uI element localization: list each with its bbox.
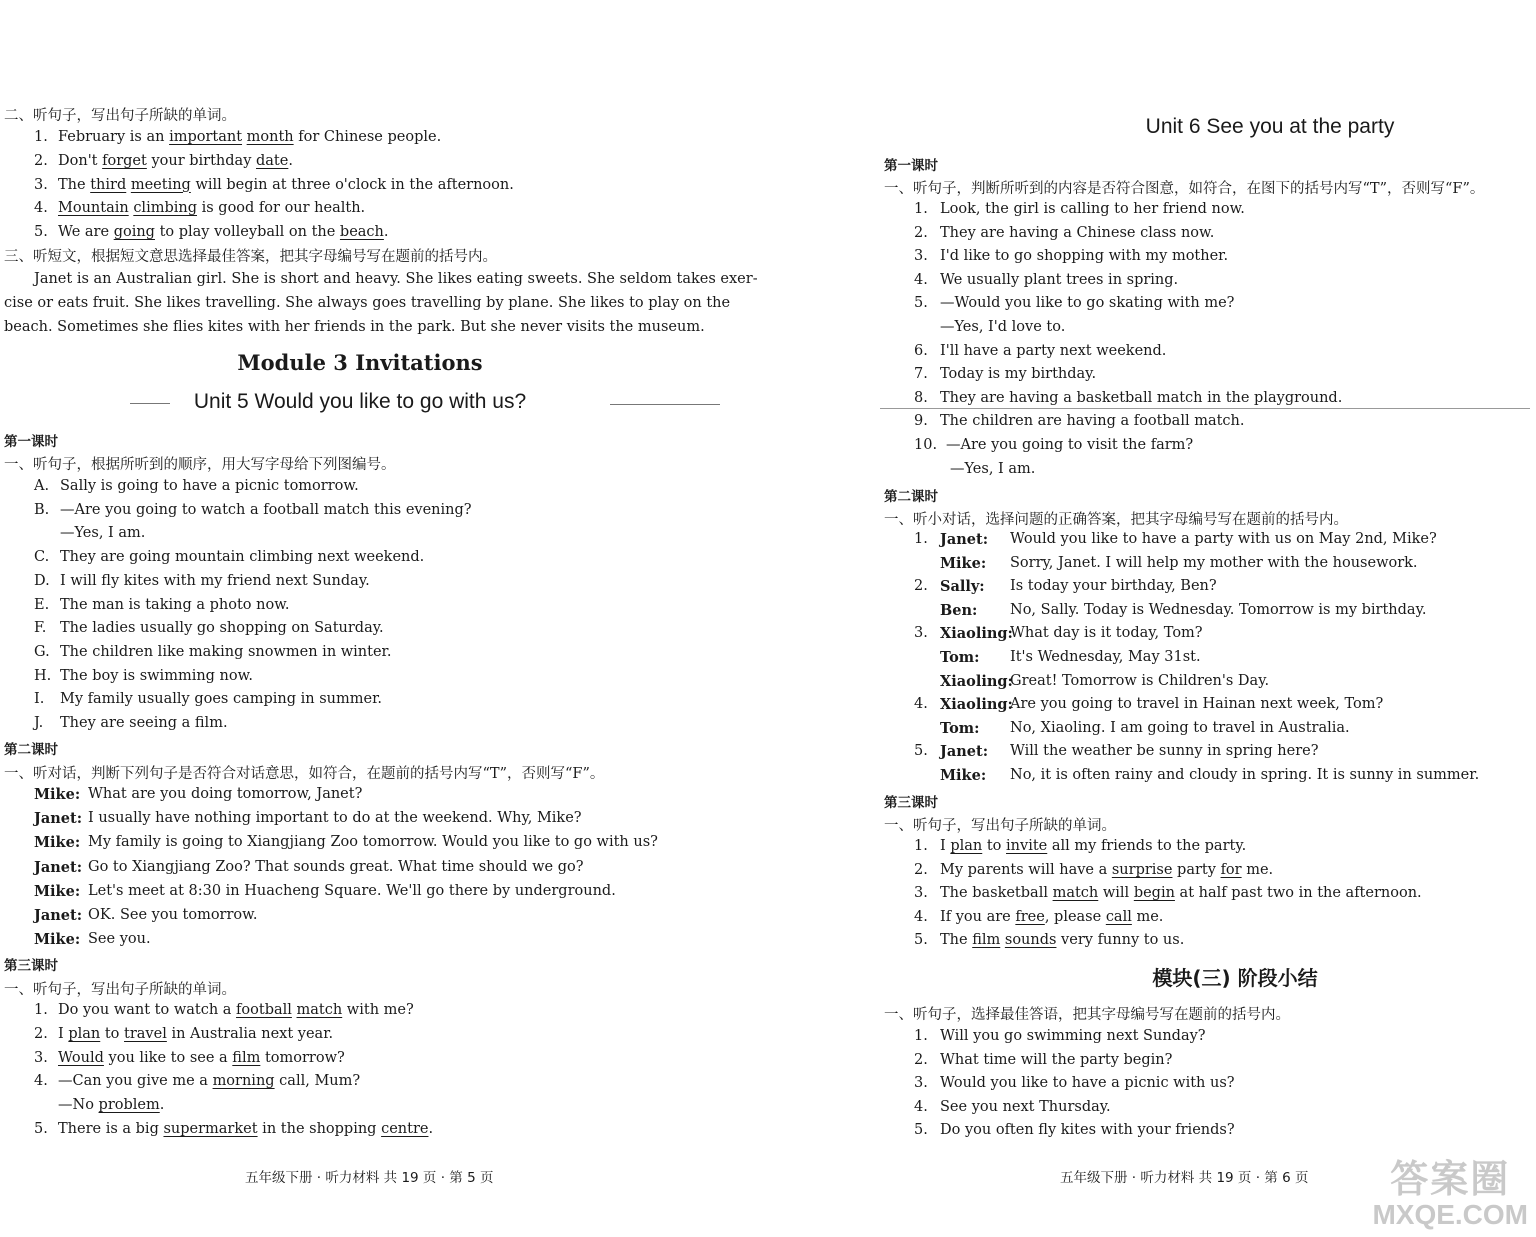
unit-title: Unit 5 Would you like to go with us? [193,390,527,413]
sentence-text: . [383,224,389,241]
speaker-name: Tom: [940,649,980,666]
answer-word: plan [950,838,983,854]
dialog-line: It's Wednesday, May 31st. [1010,649,1201,665]
fill-in-sentence [940,862,1273,878]
list-item: I will fly kites with my friend next Sunday. [60,572,370,589]
sentence-text: If you are [940,908,1016,925]
dialog-line: Let's meet at 8:30 in Huacheng Square. We'll go there by underground. [88,882,616,899]
item-number: 5. [914,932,928,949]
list-item: The man is taking a photo now. [60,596,290,613]
speaker-name: Janet: [940,531,989,548]
item-number: J. [34,715,44,731]
sentence-text: with me? [342,1002,414,1018]
item-number: 4. [914,908,928,925]
item-number: I. [34,691,45,708]
section-title: 一、听句子，选择最佳答语，把其字母编号写在题前的括号内。 [884,1007,1290,1023]
answer-word: forget [102,152,147,169]
lesson-label: 第三课时 [4,958,58,974]
item-number: 4. [914,271,928,288]
item-number: 8. [914,389,928,406]
item-number: F. [34,620,47,637]
speaker-name: Janet: [34,858,83,876]
list-item: —Yes, I am. [950,460,1036,477]
list-item: My family usually goes camping in summer. [60,691,383,708]
list-item: What time will the party begin? [940,1051,1173,1068]
list-item: Look, the girl is calling to her friend now. [940,201,1245,217]
watermark-logo [1372,1148,1528,1231]
answer-word: match [296,1002,343,1018]
dialog-line: Go to Xiangjiang Zoo? That sounds great. What time should we go? [88,858,584,875]
speaker-name: Mike: [34,882,81,900]
item-number: 1. [914,531,928,547]
speaker-name: Tom: [940,719,980,737]
item-number: 7. [914,366,928,383]
section-title: 一、听对话，判断下列句子是否符合对话意思，如符合，在题前的括号内写“T”，否则写“F”。 [4,766,605,782]
speaker-name: Mike: [34,786,81,803]
item-number: 3. [34,1049,48,1066]
page-footer: 五年级下册 · 听力材料 共 19 页 · 第 6 页 [1060,1170,1309,1186]
list-item: The children are having a football match. [940,413,1245,430]
fill-in-sentence [58,177,514,193]
item-number: 4. [914,1098,928,1115]
list-item: —Are you going to visit the farm? [946,437,1194,453]
divider [880,408,1530,409]
fill-in-sentence [940,885,1422,901]
passage-line: cise or eats fruit. She likes travelling. She always goes travelling by plane. She likes to play on the [4,295,731,311]
answer-word: important [169,129,243,145]
list-item: —Yes, I am. [60,525,146,542]
section-title: 三、听短文，根据短文意思选择最佳答案，把其字母编号写在题前的括号内。 [4,249,497,265]
speaker-name: Mike: [940,554,987,572]
answer-word: film [232,1049,261,1066]
item-number: 3. [34,176,48,193]
sentence-text: The [58,176,91,193]
item-number: 9. [914,413,928,430]
passage-line: beach. Sometimes she flies kites with her friends in the park. But she never visits the museum. [4,319,705,335]
sentence-text: to [982,838,1007,854]
list-item: Would you like to have a picnic with us? [940,1075,1235,1092]
list-item: The ladies usually go shopping on Saturday. [60,620,384,637]
summary-title: 模块(三) 阶段小结 [1152,966,1318,990]
answer-word: invite [1006,838,1048,854]
sentence-text: I [940,838,951,854]
sentence-text: you like to see a [103,1049,233,1066]
item-number: 5. [34,224,48,241]
list-item: Will you go swimming next Sunday? [940,1028,1206,1044]
sentence-text: to [100,1025,125,1042]
item-number: 5. [914,295,928,312]
sentence-text: will begin at three o'clock in the afternoon. [190,176,514,193]
sentence-text: Do you want to watch a [58,1002,237,1018]
answer-word: problem [98,1097,160,1114]
sentence-text: My parents will have a [940,861,1112,878]
module-title: Module 3 Invitations [237,350,483,375]
item-number: E. [34,596,50,613]
speaker-name: Xiaoling: [940,625,1013,643]
item-number: 4. [34,200,48,217]
answer-word: match [1052,885,1099,902]
item-number: 6. [914,342,928,359]
list-item: They are having a Chinese class now. [940,224,1215,241]
answer-word: month [246,129,294,145]
answer-word: surprise [1111,861,1173,878]
answer-word: climbing [133,200,197,217]
dialog-line: No, Sally. Today is Wednesday. Tomorrow is my birthday. [1010,601,1427,618]
item-number: D. [34,572,50,589]
sentence-text: —No [58,1097,99,1114]
lesson-label: 第一课时 [884,158,938,174]
answer-word: centre [381,1121,429,1137]
sentence-text: call, Mum? [274,1073,361,1090]
item-number: G. [34,643,50,660]
dialog-line: Is today your birthday, Ben? [1010,578,1217,595]
list-item: We usually plant trees in spring. [940,271,1179,288]
dialog-line: Would you like to have a party with us on May 2nd, Mike? [1010,531,1437,547]
list-item: —Yes, I'd love to. [940,319,1066,335]
sentence-text: . [288,152,293,169]
page-footer: 五年级下册 · 听力材料 共 19 页 · 第 5 页 [245,1170,494,1186]
sentence-text: all my friends to the party. [1047,838,1247,854]
item-number: 5. [34,1121,48,1137]
lesson-label: 第一课时 [4,434,58,450]
list-item: Do you often fly kites with your friends? [940,1122,1235,1139]
answer-word: begin [1133,885,1175,902]
dialog-line: Great! Tomorrow is Children's Day. [1010,672,1270,689]
dialog-line: Sorry, Janet. I will help my mother with the housework. [1010,554,1418,571]
answer-word: date [256,152,289,169]
sentence-text: February is an [58,129,170,145]
sentence-text: . [428,1121,434,1137]
item-number: B. [34,501,50,518]
sentence-text: . [159,1097,165,1114]
speaker-name: Xiaoling: [940,672,1013,690]
sentence-text: We are [58,224,114,241]
speaker-name: Janet: [34,810,83,828]
sentence-text: Don't [58,152,103,169]
fill-in-sentence [58,1050,345,1066]
dialog-line: My family is going to Xiangjiang Zoo tomorrow. Would you like to go with us? [88,834,658,851]
item-number: A. [34,478,50,494]
fill-in-sentence [58,153,293,169]
sentence-text: for Chinese people. [293,129,442,145]
list-item: I'll have a party next weekend. [940,342,1167,359]
item-number: 3. [914,885,928,902]
fill-in-sentence [58,224,389,240]
list-item: They are having a basketball match in the playground. [940,389,1343,406]
sentence-text: The basketball [940,885,1053,902]
answer-word: film [972,932,1001,949]
list-item: I'd like to go shopping with my mother. [940,248,1229,265]
list-item: —Would you like to go skating with me? [940,295,1235,312]
sentence-text: in Australia next year. [166,1025,334,1042]
lesson-label: 第二课时 [884,489,938,505]
item-number: 5. [914,743,928,760]
answer-word: for [1220,861,1242,878]
item-number: 2. [34,1025,48,1042]
speaker-name: Mike: [940,767,987,784]
fill-in-sentence [940,932,1184,948]
section-title: 一、听句子，判断所听到的内容是否符合图意，如符合，在图下的括号内写“T”，否则写“F”。 [884,181,1485,197]
section-title: 一、听句子，写出句子所缺的单词。 [884,818,1116,834]
list-item: They are seeing a film. [60,715,228,731]
item-number: 2. [914,1051,928,1068]
sentence-text: —Can you give me a [58,1073,213,1090]
item-number: 2. [914,861,928,878]
answer-word: sounds [1004,932,1057,949]
fill-in-sentence [58,200,365,216]
speaker-name: Janet: [940,743,989,761]
item-number: 2. [914,578,928,595]
answer-word: call [1105,908,1132,925]
item-number: 1. [914,201,928,217]
speaker-name: Sally: [940,578,985,596]
sentence-text: at half past two in the afternoon. [1174,885,1422,902]
passage-line: Janet is an Australian girl. She is short and heavy. She likes eating sweets. She seldom takes exer- [34,271,758,287]
item-number: 1. [34,129,48,145]
list-item: Today is my birthday. [940,366,1097,383]
answer-word: free [1015,908,1045,925]
sentence-text: I [58,1025,69,1042]
lesson-label: 第二课时 [4,742,58,758]
fill-in-sentence [940,838,1246,854]
list-item: See you next Thursday. [940,1098,1111,1115]
answer-word: going [113,224,155,241]
answer-word: meeting [130,176,191,193]
list-item: They are going mountain climbing next weekend. [60,549,425,566]
fill-in-sentence [58,1073,360,1089]
sentence-text: party [1172,861,1221,878]
section-title: 一、听句子，根据所听到的顺序，用大写字母给下列图编号。 [4,457,396,473]
sentence-text: to play volleyball on the [154,224,340,241]
answer-word: football [236,1002,292,1018]
answer-word: third [90,176,127,193]
dialog-line: See you. [88,931,151,948]
dialog-line: No, it is often rainy and cloudy in spring. It is sunny in summer. [1010,767,1480,783]
fill-in-sentence [58,1026,333,1042]
unit-title: Unit 6 See you at the party [1145,115,1395,138]
list-item: —Are you going to watch a football match this evening? [60,501,472,518]
fill-in-sentence [58,129,441,145]
speaker-name: Mike: [34,931,81,949]
item-number: 3. [914,248,928,265]
item-number: 4. [34,1073,48,1090]
sentence-text: The [940,932,973,949]
sentence-text: in the shopping [257,1121,382,1137]
speaker-name: Ben: [940,601,978,619]
sentence-text: There is a big [58,1121,164,1137]
item-number: 1. [914,838,928,854]
lesson-label: 第三课时 [884,795,938,811]
sentence-text: me. [1241,861,1274,878]
item-number: 2. [34,152,48,169]
divider [610,404,720,405]
dialog-line: I usually have nothing important to do at the weekend. Why, Mike? [88,810,582,827]
sentence-text: your birthday [146,152,256,169]
speaker-name: Janet: [34,907,83,924]
item-number: 4. [914,696,928,713]
answer-word: morning [212,1073,275,1090]
item-number: 3. [914,625,928,642]
item-number: 10. [914,437,938,453]
sentence-text: very funny to us. [1056,932,1185,949]
watermark-url: MXQE.COM [1372,1199,1528,1230]
dialog-line: OK. See you tomorrow. [88,907,258,923]
fill-in-sentence [58,1121,433,1137]
dialog-line: What are you doing tomorrow, Janet? [88,786,363,802]
speaker-name: Xiaoling: [940,696,1013,714]
item-number: 2. [914,224,928,241]
item-number: 1. [34,1002,48,1018]
section-title: 一、听句子，写出句子所缺的单词。 [4,982,236,998]
section-title: 二、听句子，写出句子所缺的单词。 [4,108,236,124]
item-number: H. [34,667,52,684]
section-title: 一、听小对话，选择问题的正确答案，把其字母编号写在题前的括号内。 [884,512,1348,528]
fill-in-sentence [58,1002,414,1018]
sentence-text: , please [1044,908,1106,925]
sentence-text: me. [1131,908,1164,925]
item-number: 5. [914,1122,928,1139]
dialog-line: What day is it today, Tom? [1010,625,1203,642]
answer-word: Would [58,1049,104,1066]
list-item: Sally is going to have a picnic tomorrow. [60,478,359,494]
item-number: C. [34,549,50,566]
fill-in-sentence [940,909,1163,925]
answer-word: plan [68,1025,101,1042]
dialog-line: No, Xiaoling. I am going to travel in Australia. [1010,719,1350,736]
item-number: 3. [914,1075,928,1092]
dialog-line: Will the weather be sunny in spring here? [1010,743,1319,760]
answer-word: beach [339,224,384,241]
answer-word: travel [124,1025,167,1042]
answer-word: supermarket [163,1121,258,1137]
sentence-text: will [1098,885,1134,902]
watermark-text: 答案圈 [1390,1159,1511,1201]
list-item: The children like making snowmen in winter. [60,643,392,660]
fill-in-sentence [58,1097,164,1113]
item-number: 1. [914,1028,928,1044]
sentence-text: is good for our health. [197,200,366,217]
answer-word: Mountain [58,200,129,217]
dialog-line: Are you going to travel in Hainan next week, Tom? [1010,696,1384,713]
list-item: The boy is swimming now. [60,667,253,684]
sentence-text: tomorrow? [260,1049,345,1066]
speaker-name: Mike: [34,834,81,852]
